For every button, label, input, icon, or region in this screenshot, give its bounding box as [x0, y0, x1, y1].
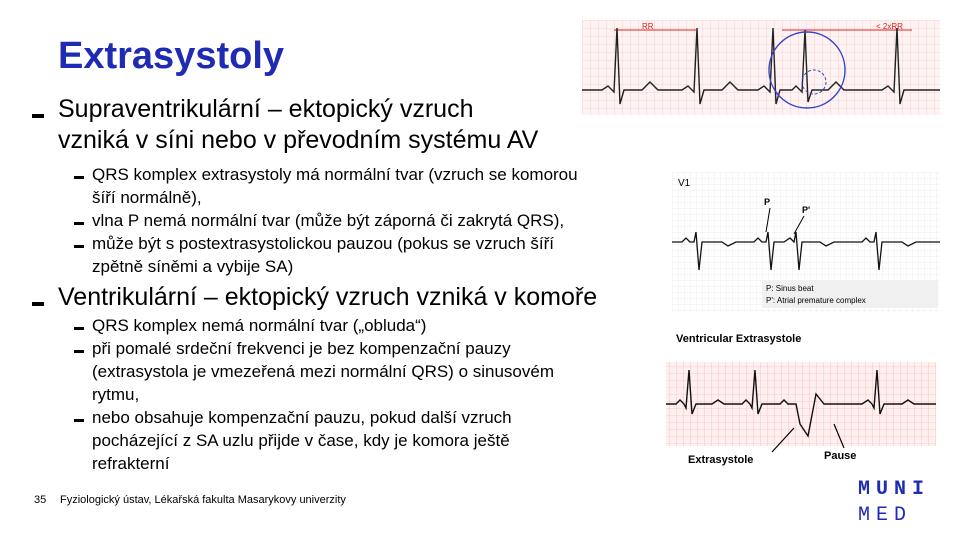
sub-bullet-6: [74, 406, 654, 475]
bullet-dash: [74, 327, 84, 330]
bullet-text-line2: vzniká v síni nebo v převodním systému AV: [58, 126, 539, 154]
sub-bullet-text: QRS komplex nemá normální tvar („obluda“): [92, 316, 427, 335]
p-label: P: [764, 197, 771, 207]
sub-bullet-4: [74, 314, 654, 337]
sub-bullet-text: šíří normálně),: [92, 188, 202, 207]
muni-med-logo: [858, 476, 930, 531]
sub-bullet-2: [74, 209, 674, 232]
lead-label: V1: [678, 178, 691, 189]
sub-bullet-3: [74, 232, 674, 278]
ecg-image-atrial-premature: [672, 172, 940, 312]
bullet-dash: [74, 350, 84, 353]
rr2-label: < 2xRR: [876, 22, 903, 31]
ecg-image-ventricular: [662, 324, 940, 470]
legend-line-1: P: Sinus beat: [766, 284, 814, 293]
sub-bullet-text: pocházející z SA uzlu přijde v čase, kdy je komora ještě: [92, 431, 510, 450]
page-number: 35: [34, 494, 47, 506]
sub-bullet-text: rytmu,: [92, 385, 140, 404]
ecg-image-supraventricular: [582, 20, 940, 115]
bullet-supraventricular: [32, 94, 622, 156]
slide-title: Extrasystoly: [58, 35, 285, 77]
pause-label: Pause: [824, 450, 857, 462]
extrasystole-label: Extrasystole: [688, 454, 754, 466]
sub-bullet-text: (extrasystola je vmezeřená mezi normální QRS) o sinusovém: [92, 362, 554, 381]
ventricular-title: Ventricular Extrasystole: [676, 333, 802, 345]
bullet-dash: [74, 245, 84, 248]
footer-text: Fyziologický ústav, Lékařská fakulta Masarykovy univerzity: [60, 494, 346, 506]
rr-label: RR: [642, 22, 654, 31]
bullet-text-line1: Ventrikulární – ektopický vzruch vzniká v komoře: [58, 283, 598, 311]
p-prime-label: P': [802, 205, 811, 215]
sub-bullet-text: vlna P nemá normální tvar (může být záporná či zakrytá QRS),: [92, 211, 565, 230]
sub-bullet-1: [74, 163, 674, 209]
legend-line-2: P': Atrial premature complex: [766, 296, 866, 305]
bullet-dash: [32, 302, 44, 306]
sub-bullet-text: zpětně síněmi a vybije SA): [92, 257, 294, 276]
bullet-dash: [74, 176, 84, 179]
bullet-dash: [74, 419, 84, 422]
sub-bullet-text: QRS komplex extrasystoly má normální tvar (vzruch se komorou: [92, 165, 578, 184]
logo-top: MUNI: [858, 478, 930, 501]
bullet-dash: [32, 114, 44, 118]
logo-bottom: MED: [858, 504, 913, 526]
sub-bullet-text: může být s postextrasystolickou pauzou (pokus se vzruch šíří: [92, 234, 555, 253]
bullet-text-line1: Supraventrikulární – ektopický vzruch: [58, 95, 474, 123]
bullet-dash: [74, 222, 84, 225]
sub-bullet-text: při pomalé srdeční frekvenci je bez kompenzační pauzy: [92, 339, 511, 358]
bullet-ventricular: [32, 282, 672, 313]
sub-bullet-text: refrakterní: [92, 454, 170, 473]
sub-bullet-text: nebo obsahuje kompenzační pauzu, pokud další vzruch: [92, 408, 512, 427]
sub-bullet-5: [74, 337, 654, 406]
